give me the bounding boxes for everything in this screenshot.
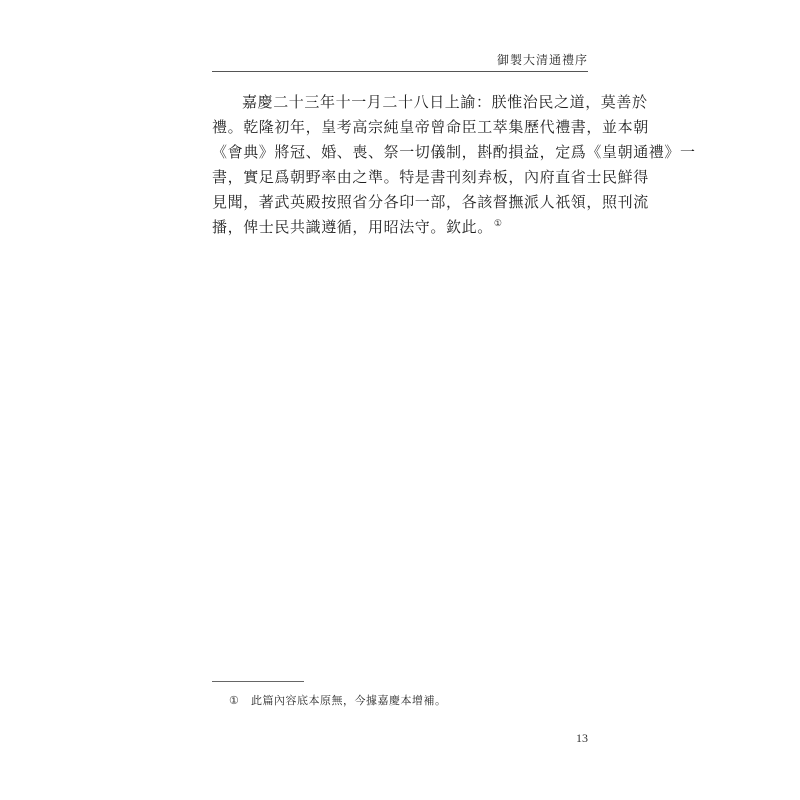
body-line: 見聞，著武英殿按照省分各印一部，各該督撫派人祇領，照刊流 [212,193,649,211]
body-line: 《會典》將冠、婚、喪、祭一切儀制，斟酌損益，定爲《皇朝通禮》一 [212,143,696,161]
footnote-rule [212,681,304,682]
footnote-mark: ① [229,694,240,707]
footnote-text: 此篇內容底本原無，今據嘉慶本增補。 [251,694,447,707]
body-last-line [212,215,588,240]
header-rule [212,71,588,72]
body-line: 播，俾士民共識遵循，用昭法守。欽此。 [212,218,493,236]
body-text [212,90,696,240]
body-line: 書，實足爲朝野率由之準。特是書刊刻弆板，內府直省士民鮮得 [212,168,649,186]
running-head: 御製大清通禮序 [496,53,588,67]
body-line: 禮。乾隆初年，皇考高宗純皇帝曾命臣工萃集歷代禮書，並本朝 [212,118,649,136]
body-line: 嘉慶二十三年十一月二十八日上諭：朕惟治民之道，莫善於 [242,93,648,111]
footnote-reference[interactable]: ① [493,219,503,229]
footnote [229,692,447,708]
page-number: 13 [576,731,588,745]
